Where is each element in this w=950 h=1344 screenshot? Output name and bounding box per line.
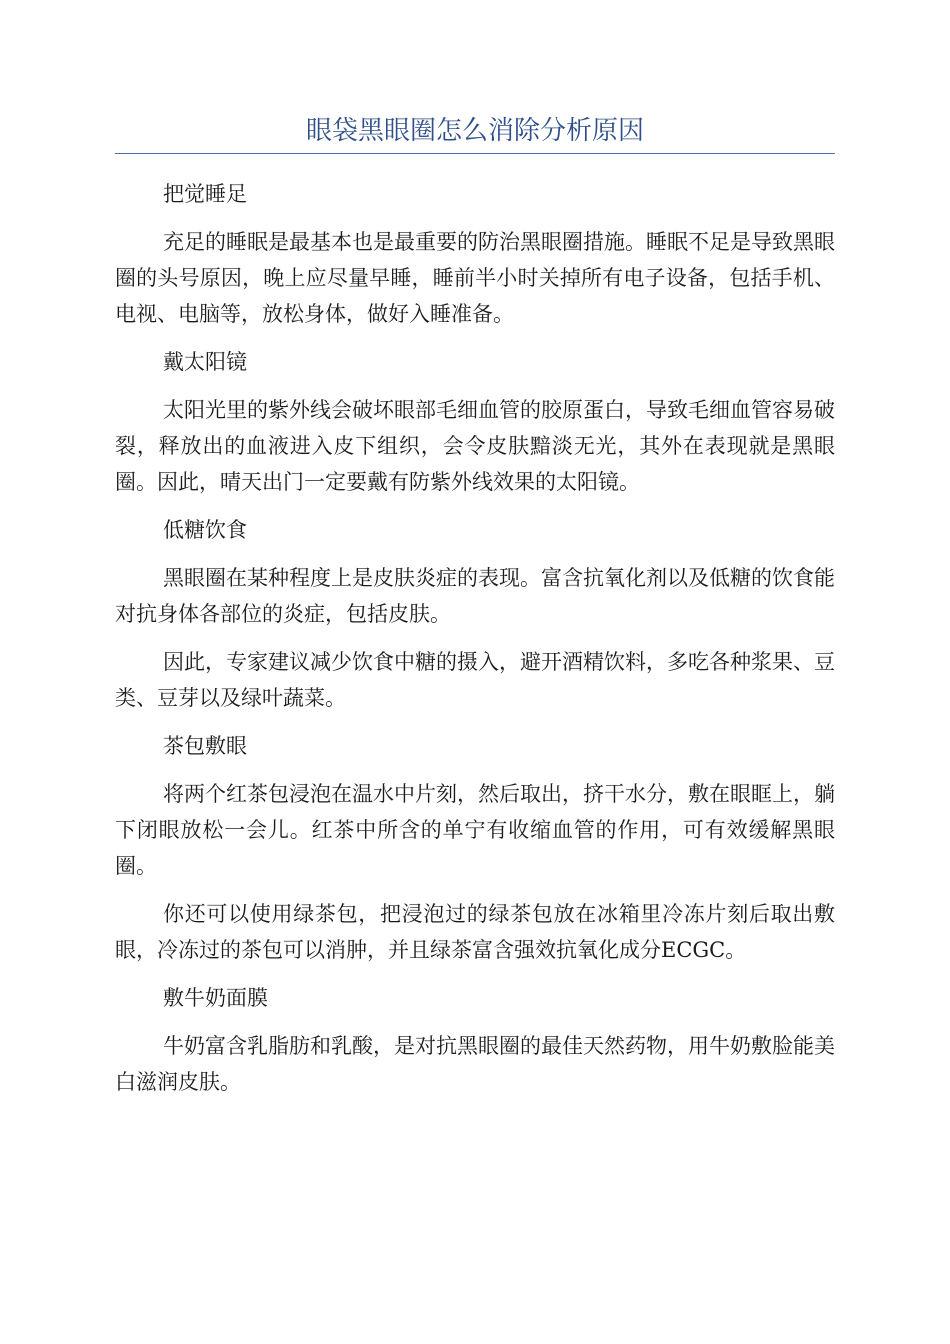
paragraph: 太阳光里的紫外线会破坏眼部毛细血管的胶原蛋白，导致毛细血管容易破裂，释放出的血液进入皮下组织，会令皮肤黯淡无光，其外在表现就是黑眼圈。因此，晴天出门一定要戴有防紫外线效果的太阳镜。 [115, 398, 835, 494]
page-title: 眼袋黑眼圈怎么消除分析原因 [305, 116, 644, 146]
section-heading-tea-bag: 茶包敷眼 [163, 734, 247, 758]
paragraph: 牛奶富含乳脂肪和乳酸，是对抗黑眼圈的最佳天然药物，用牛奶敷脸能美白滋润皮肤。 [115, 1034, 835, 1094]
paragraph: 黑眼圈在某种程度上是皮肤炎症的表现。富含抗氧化剂以及低糖的饮食能对抗身体各部位的炎症，包括皮肤。 [115, 566, 835, 626]
section-heading-milk-mask: 敷牛奶面膜 [163, 986, 268, 1010]
paragraph: 你还可以使用绿茶包，把浸泡过的绿茶包放在冰箱里冷冻片刻后取出敷眼，冷冻过的茶包可以消肿，并且绿茶富含强效抗氧化成分ECGC。 [115, 902, 835, 962]
section-heading-sleep: 把觉睡足 [163, 182, 247, 206]
paragraph: 将两个红茶包浸泡在温水中片刻，然后取出，挤干水分，敷在眼眶上，躺下闭眼放松一会儿。红茶中所含的单宁有收缩血管的作用，可有效缓解黑眼圈。 [115, 782, 835, 878]
paragraph: 充足的睡眠是最基本也是最重要的防治黑眼圈措施。睡眠不足是导致黑眼圈的头号原因，晚上应尽量早睡，睡前半小时关掉所有电子设备，包括手机、电视、电脑等，放松身体，做好入睡准备。 [115, 230, 835, 326]
section-heading-low-sugar: 低糖饮食 [163, 518, 247, 542]
section-heading-sunglasses: 戴太阳镜 [163, 350, 247, 374]
paragraph: 因此，专家建议减少饮食中糖的摄入，避开酒精饮料，多吃各种浆果、豆类、豆芽以及绿叶蔬菜。 [115, 650, 835, 710]
document-body [115, 176, 835, 1112]
title-underline [115, 153, 835, 154]
